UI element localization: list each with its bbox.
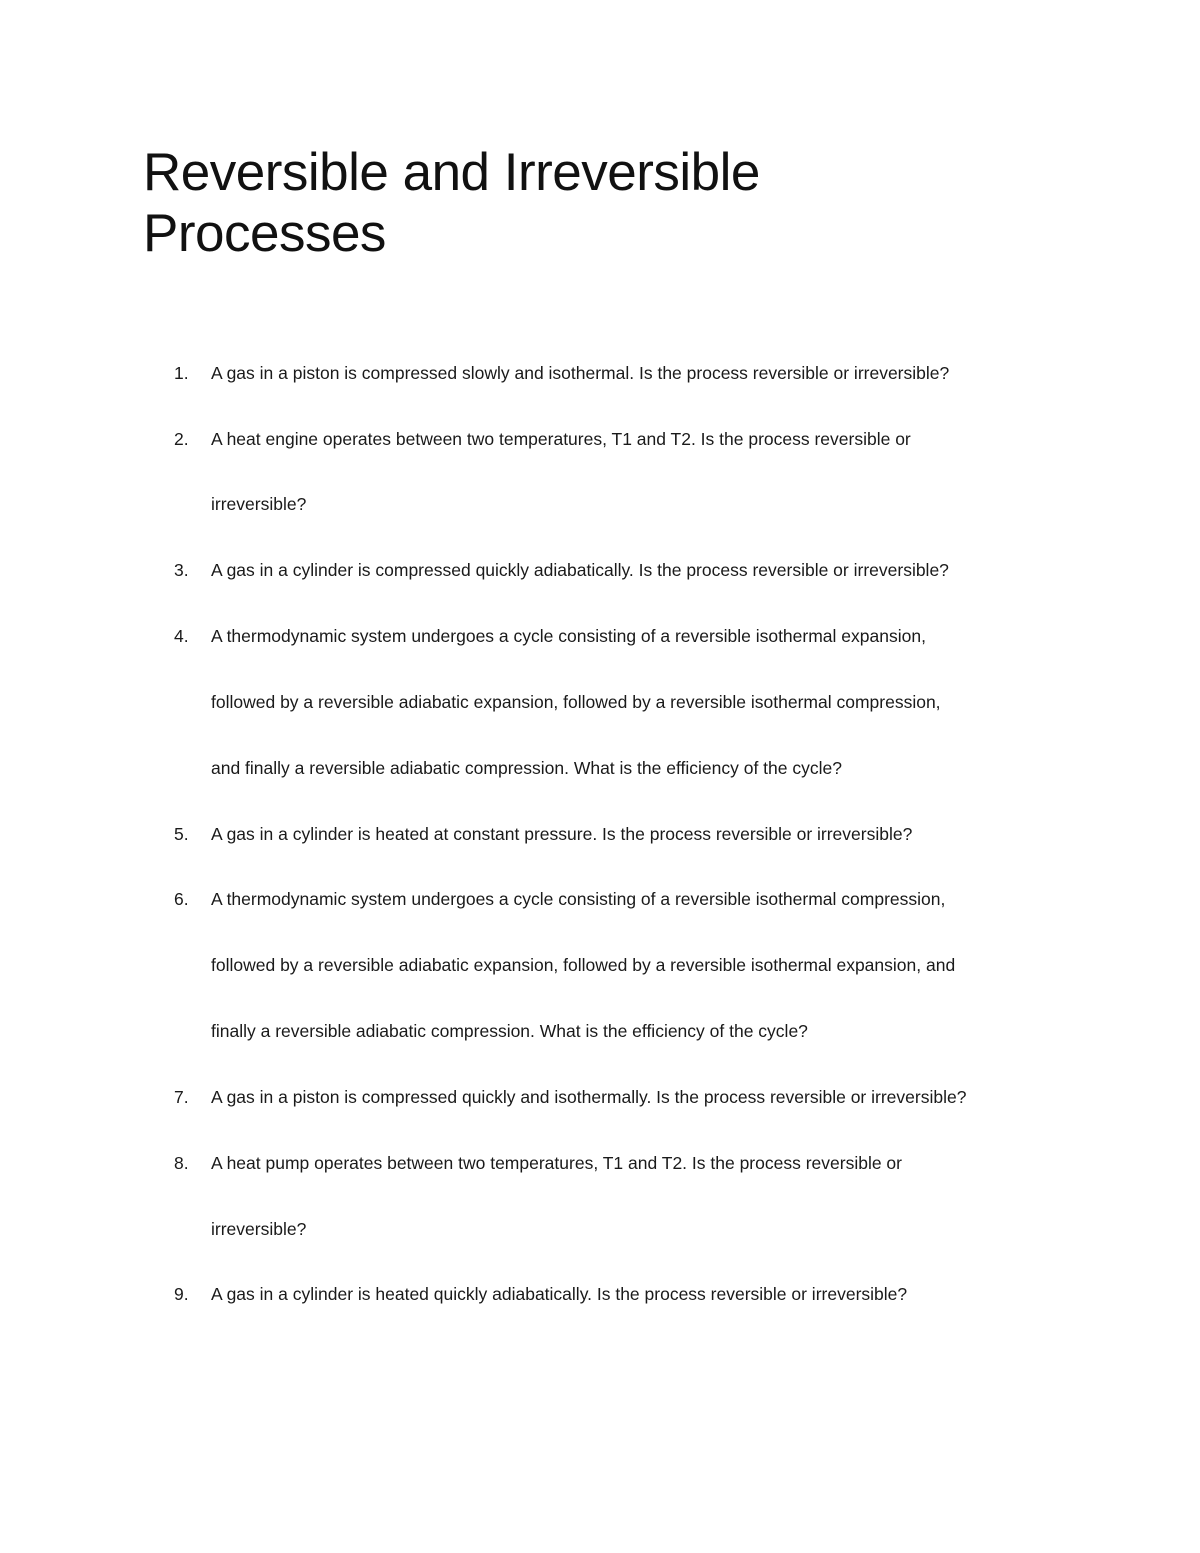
question-text: followed by a reversible adiabatic expansion, followed by a reversible isothermal compression, — [211, 692, 941, 712]
title-line-1: Reversible and Irreversible — [143, 143, 760, 202]
question-number: 3. — [174, 560, 189, 580]
question-text: irreversible? — [211, 494, 307, 514]
question-text: followed by a reversible adiabatic expansion, followed by a reversible isothermal expansion, and — [211, 955, 956, 975]
question-number: 6. — [174, 889, 189, 909]
question-number: 5. — [174, 824, 189, 844]
question-text: A gas in a cylinder is heated at constant pressure. Is the process reversible or irreversible? — [211, 824, 913, 844]
question-text: A gas in a piston is compressed quickly and isothermally. Is the process reversible or irreversible? — [211, 1087, 967, 1107]
question-text: A thermodynamic system undergoes a cycle consisting of a reversible isothermal compression, — [211, 889, 946, 909]
question-text: A heat engine operates between two temperatures, T1 and T2. Is the process reversible or — [211, 429, 911, 449]
question-text: A gas in a piston is compressed slowly and isothermal. Is the process reversible or irreversible? — [211, 363, 950, 383]
question-number: 8. — [174, 1153, 189, 1173]
question-number: 2. — [174, 429, 189, 449]
question-text: A heat pump operates between two temperatures, T1 and T2. Is the process reversible or — [211, 1153, 902, 1173]
question-text: A gas in a cylinder is compressed quickly adiabatically. Is the process reversible or irreversible? — [211, 560, 949, 580]
question-text: and finally a reversible adiabatic compression. What is the efficiency of the cycle? — [211, 758, 842, 778]
question-text: finally a reversible adiabatic compression. What is the efficiency of the cycle? — [211, 1021, 808, 1041]
question-text: A gas in a cylinder is heated quickly adiabatically. Is the process reversible or irreversible? — [211, 1284, 908, 1304]
question-number: 7. — [174, 1087, 189, 1107]
question-number: 9. — [174, 1284, 189, 1304]
title-line-2: Processes — [143, 204, 386, 263]
question-text: irreversible? — [211, 1219, 307, 1239]
question-number: 4. — [174, 626, 189, 646]
question-text: A thermodynamic system undergoes a cycle consisting of a reversible isothermal expansion, — [211, 626, 926, 646]
question-number: 1. — [174, 363, 189, 383]
page-title — [143, 142, 1043, 264]
